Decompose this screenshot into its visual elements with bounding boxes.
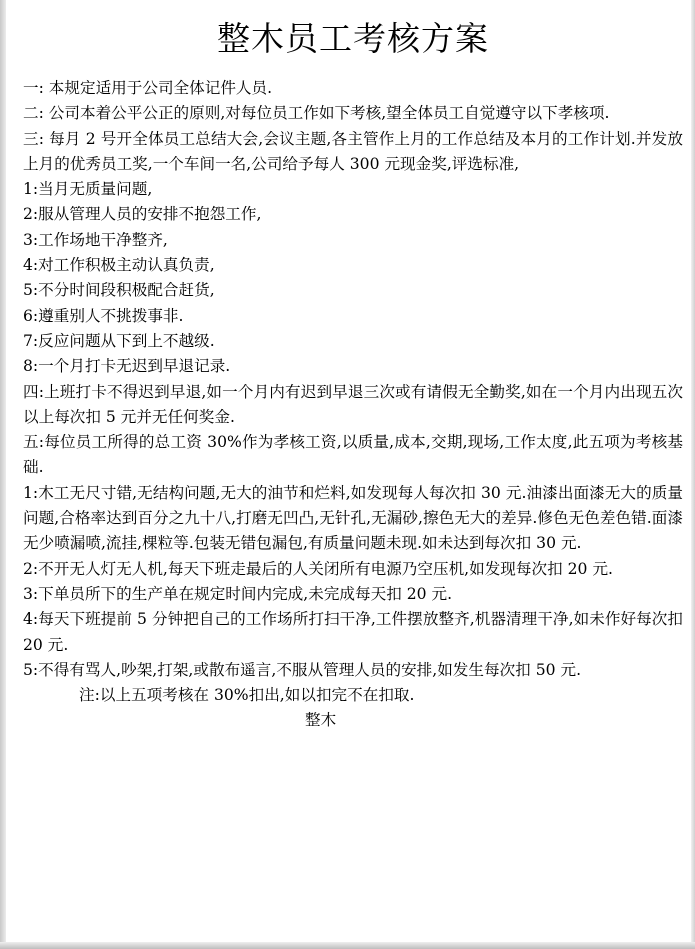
assessment-item-5: 5:不得有骂人,吵架,打架,或散布遥言,不服从管理人员的安排,如发生每次扣 50 元. (23, 660, 582, 679)
signature: 整木 (305, 711, 337, 730)
criteria-item-8: 8:一个月打卡无迟到早退记录. (23, 357, 231, 376)
assessment-item-4: 4:每天下班提前 5 分钟把自己的工作场所打扫干净,工件摆放整齐,机器清理干净,如未作好每次扣 20 元. (23, 610, 683, 654)
criteria-item-4: 4:对工作积极主动认真负责, (23, 256, 215, 275)
rule-assessment-wage: 五:每位员工所得的总工资 30%作为孝核工资,以质量,成本,交期,现场,工作太度,此五项为考核基础. (23, 433, 683, 477)
rule-principle: 二: 公司本着公平公正的原则,对每位员工作如下考核,望全体员工自觉遵守以下孝核项. (23, 104, 610, 123)
criteria-item-5: 5:不分时间段积极配合赶货, (23, 281, 215, 300)
criteria-item-7: 7:反应问题从下到上不越级. (23, 331, 215, 350)
assessment-item-2: 2:不开无人灯无人机,每天下班走最后的人关闭所有电源乃空压机,如发现每次扣 20 元. (23, 559, 613, 578)
criteria-item-6: 6:遵重别人不挑拨事非. (23, 306, 184, 325)
rule-monthly-meeting: 三: 每月 2 号开全体员工总结大会,会议主题,各主管作上月的工作总结及本月的工作计划.并发放上月的优秀员工奖,一个车间一名,公司给予每人 300 元现金奖,评选标准, (23, 129, 683, 173)
criteria-item-3: 3:工作场地干净整齐, (23, 230, 168, 249)
document-page (23, 14, 683, 734)
page-edge-left (0, 0, 6, 949)
rule-scope: 一: 本规定适用于公司全体记件人员. (23, 79, 273, 97)
assessment-item-1: 1:木工无尺寸错,无结构问题,无大的油节和烂料,如发现每人每次扣 30 元.油漆出面漆无大的质量问题,合格率达到百分之九十八,打磨无凹凸,无针孔,无漏砂,擦色无大的差异.修色无色差色错.面漆无少喷漏喷,流挂,棵粒等.包装无错包漏包,有质量问题未现.如未达到每次扣 30 元. (23, 483, 683, 553)
page-edge-right (691, 0, 695, 949)
assessment-item-3: 3:下单员所下的生产单在规定时间内完成,未完成每天扣 20 元. (23, 584, 453, 603)
deduction-note: 注:以上五项考核在 30%扣出,如以扣完不在扣取. (79, 686, 415, 705)
rule-attendance: 四:上班打卡不得迟到早退,如一个月内有迟到早退三次或有请假无全勤奖,如在一个月内出现五次以上每次扣 5 元并无任何奖金. (23, 382, 683, 426)
document-title: 整木员工考核方案 (217, 19, 489, 58)
criteria-item-2: 2:服从管理人员的安排不抱怨工作, (23, 205, 262, 224)
page-edge-bottom (0, 942, 695, 949)
criteria-item-1: 1:当月无质量问题, (23, 180, 153, 199)
